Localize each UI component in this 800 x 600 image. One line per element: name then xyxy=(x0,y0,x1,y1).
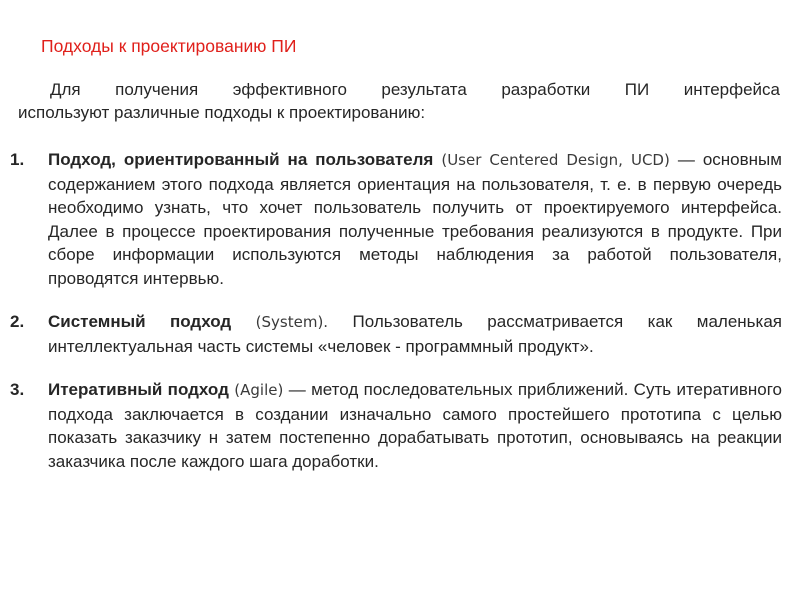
item-term: Системный подход xyxy=(48,312,232,331)
item-number: 1. xyxy=(10,150,25,169)
approach-item-system xyxy=(0,310,800,358)
item-english-name: (Agile) xyxy=(234,381,284,399)
item-description: — метод последовательных приближений. Суть итеративного подхода заключается в создании изначально самого простейшего прототипа с целью показать заказчику н затем постепенно дорабатывать прототип, основываясь на реакции заказчика после каждого шага доработки. xyxy=(48,380,782,471)
item-text xyxy=(48,310,782,358)
intro-paragraph xyxy=(18,78,780,124)
item-number: 2. xyxy=(10,312,25,331)
item-english-name: (User Centered Design, UCD) xyxy=(441,151,670,169)
approach-item-agile xyxy=(0,378,800,473)
approach-item-ucd xyxy=(0,148,800,290)
slide-title: Подходы к проектированию ПИ xyxy=(41,36,297,56)
item-english-name: (System). xyxy=(255,313,329,331)
item-description: — основным содержанием этого подхода является ориентация на пользователя, т. е. в первую очередь необходимо узнать, что хочет пользователь получить от проектируемого интерфейса. Далее в процессе проектирования полученные требования реализуются в продукте. При сборе информации используются методы наблюдения за работой пользователя, проводятся интервью. xyxy=(48,150,782,288)
intro-line-1: Для получения эффективного результата разработки ПИ интерфейса xyxy=(50,80,780,99)
item-number: 3. xyxy=(10,380,25,399)
item-term: Итеративный подход xyxy=(48,380,229,399)
intro-line-2: используют различные подходы к проектированию: xyxy=(18,103,426,122)
item-term: Подход, ориентированный на пользователя xyxy=(48,150,434,169)
item-description: Пользователь рассматривается как маленькая интеллектуальная часть системы «человек - программный продукт». xyxy=(48,312,783,356)
approach-list xyxy=(0,148,800,493)
item-text xyxy=(48,148,782,290)
item-text xyxy=(48,378,782,473)
